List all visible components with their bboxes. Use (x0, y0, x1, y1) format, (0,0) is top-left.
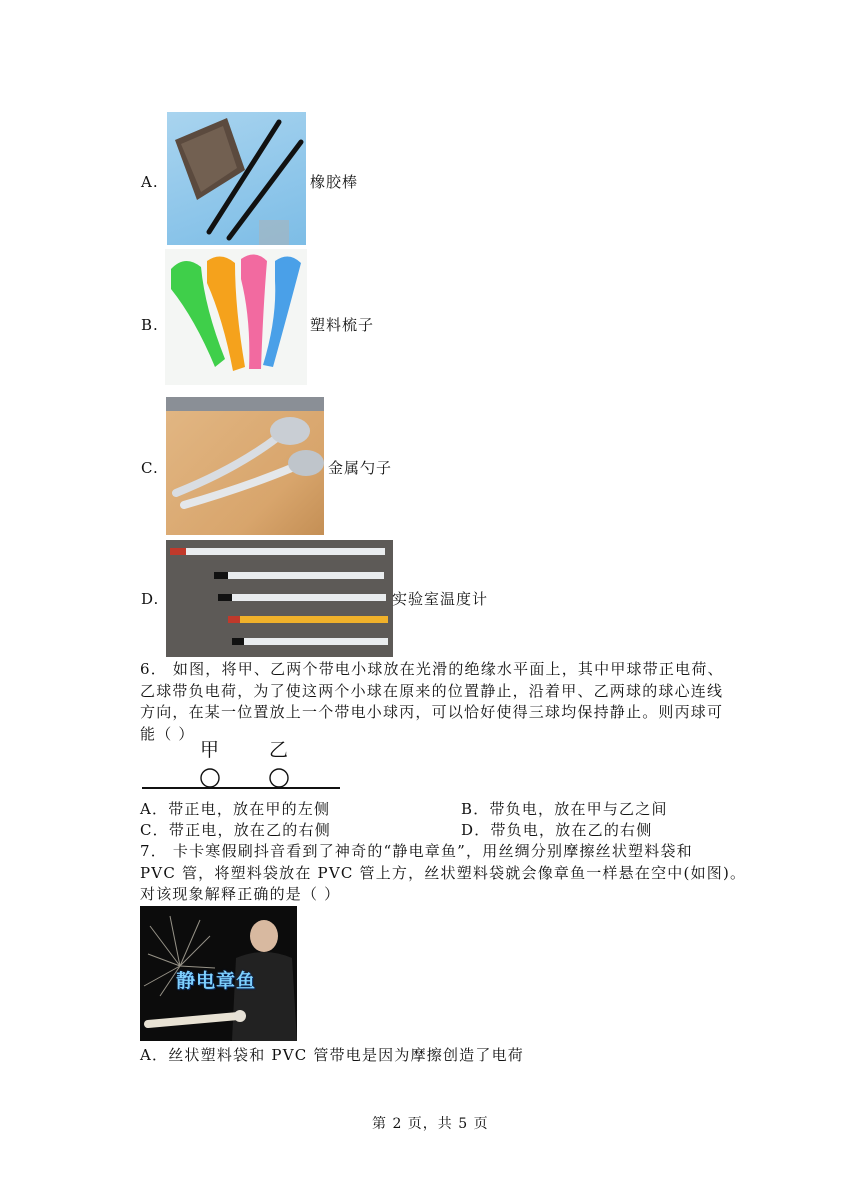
q6-option-c: C．带正电，放在乙的右侧 (140, 821, 331, 839)
page-footer: 第 2 页，共 5 页 (372, 1116, 489, 1132)
q7-line: PVC 管，将塑料袋放在 PVC 管上方，丝状塑料袋就会像章鱼一样悬在空中(如图)。 (140, 863, 747, 882)
lab-thermometers-photo (166, 540, 393, 657)
question-7-stem (140, 841, 746, 906)
q6-option-b: B．带负电，放在甲与乙之间 (461, 800, 668, 818)
option-b-label: 塑料梳子 (310, 316, 375, 334)
option-d-label: 实验室温度计 (392, 590, 489, 608)
q6-line: 6． 如图，将甲、乙两个带电小球放在光滑的绝缘水平面上，其中甲球带正电荷、 (140, 660, 724, 678)
ball-jia-label: 甲 (200, 739, 221, 761)
plastic-combs-photo (165, 249, 307, 385)
q7-line: 对该现象解释正确的是（ ） (140, 885, 341, 903)
static-octopus-photo (140, 906, 297, 1041)
option-a-label: 橡胶棒 (310, 173, 359, 191)
photo-caption: 静电章鱼 (176, 970, 257, 992)
option-c-letter: C. (141, 459, 159, 477)
rubber-rods-photo (167, 112, 306, 245)
q6-option-a: A．带正电，放在甲的左侧 (140, 800, 331, 818)
q6-line: 能（ ） (140, 724, 195, 743)
ball-yi-label: 乙 (269, 739, 290, 761)
q6-line: 乙球带负电荷，为了使这两个小球在原来的位置静止，沿着甲、乙两球的球心连线 (140, 681, 724, 700)
q6-line: 方向，在某一位置放上一个带电小球丙，可以恰好使得三球均保持静止。则丙球可 (140, 703, 724, 721)
option-c-label: 金属勺子 (328, 459, 393, 477)
q7-option-a: A．丝状塑料袋和 PVC 管带电是因为摩擦创造了电荷 (140, 1046, 524, 1064)
option-d-letter: D. (141, 590, 160, 608)
option-a-letter: A. (141, 173, 159, 191)
q7-line: 7． 卡卡寒假刷抖音看到了神奇的“静电章鱼”，用丝绸分别摩擦丝状塑料袋和 (140, 842, 693, 860)
charged-balls-figure (142, 740, 340, 792)
metal-spoons-photo (166, 397, 324, 535)
option-b-letter: B. (141, 316, 159, 334)
q6-option-d: D．带负电，放在乙的右侧 (461, 821, 653, 839)
question-6-stem (140, 659, 724, 745)
